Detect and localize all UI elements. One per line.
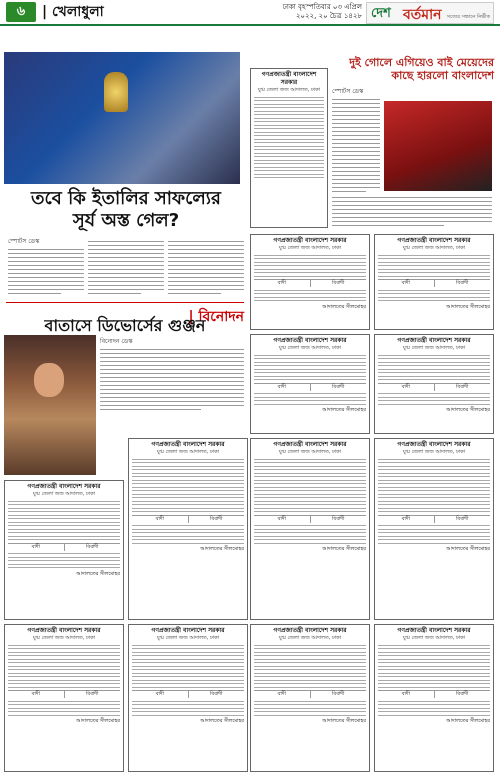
face-shape bbox=[34, 363, 64, 397]
court-notice-13 bbox=[374, 624, 494, 772]
court-notice-5 bbox=[374, 334, 494, 434]
notice-title: গণপ্রজাতন্ত্রী বাংলাদেশ সরকার bbox=[397, 237, 471, 244]
notice-seal: আদালতের সীলমোহর bbox=[76, 570, 120, 577]
notice-court: যুগ্ম জেলা জজ আদালত, ঢাকা bbox=[156, 449, 220, 455]
notice-court: যুগ্ম জেলা জজ আদালত, ঢাকা bbox=[402, 345, 466, 351]
newspaper-logo bbox=[366, 2, 494, 24]
italy-article-col1 bbox=[8, 246, 84, 300]
court-notice-8 bbox=[250, 438, 370, 620]
notice-title: গণপ্রজাতন্ত্রী বাংলাদেশ সরকার bbox=[151, 441, 225, 448]
court-notice-7 bbox=[128, 438, 248, 620]
notice-court: যুগ্ম জেলা জজ আদালত, ঢাকা bbox=[402, 635, 466, 641]
logo-tagline: সত্যের সন্ধানে নির্ভীক bbox=[446, 14, 490, 20]
notice-plaintiff-col: বাদী bbox=[254, 691, 311, 698]
dubai-headline-line2: কাছে হারলো বাংলাদেশ bbox=[391, 69, 494, 82]
notice-plaintiff-col: বাদী bbox=[378, 691, 435, 698]
logo-part2: বর্তমান bbox=[403, 7, 442, 23]
italy-headline bbox=[8, 188, 244, 232]
notice-defendant-col: বিবাদী bbox=[85, 691, 99, 697]
notice-title: গণপ্রজাতন্ত্রী বাংলাদেশ সরকার bbox=[27, 483, 101, 490]
notice-plaintiff-col: বাদী bbox=[254, 280, 311, 287]
notice-title: গণপ্রজাতন্ত্রী বাংলাদেশ সরকার bbox=[397, 627, 471, 634]
court-notice-4 bbox=[250, 334, 370, 434]
notice-defendant-col: বিবাদী bbox=[455, 515, 469, 522]
notice-defendant-col: বিবাদী bbox=[455, 383, 469, 390]
notice-plaintiff-col: বাদী bbox=[378, 384, 435, 391]
logo-part1: দেশ bbox=[371, 6, 391, 21]
notice-court: যুগ্ম জেলা জজ আদালত, ঢাকা bbox=[257, 87, 321, 93]
notice-title: গণপ্রজাতন্ত্রী বাংলাদেশ সরকার bbox=[397, 337, 471, 344]
notice-defendant-col: বিবাদী bbox=[455, 280, 469, 286]
notice-seal: আদালতের সীলমোহর bbox=[446, 303, 490, 310]
notice-seal: আদালতের সীলমোহর bbox=[200, 546, 244, 552]
entertainment-label: | বিনোদন bbox=[188, 309, 244, 325]
notice-defendant-col: বিবাদী bbox=[331, 383, 345, 390]
notice-seal: আদালতের সীলমোহর bbox=[322, 718, 366, 724]
notice-title: গণপ্রজাতন্ত্রী বাংলাদেশ সরকার bbox=[261, 71, 317, 86]
notice-seal: আদালতের সীলমোহর bbox=[76, 718, 120, 724]
court-notice-9 bbox=[374, 438, 494, 620]
notice-defendant-col: বিবাদী bbox=[209, 515, 223, 522]
notice-plaintiff-col: বাদী bbox=[378, 516, 435, 523]
notice-title: গণপ্রজাতন্ত্রী বাংলাদেশ সরকার bbox=[151, 627, 225, 634]
notice-defendant-col: বিবাদী bbox=[455, 691, 469, 697]
notice-defendant-col: বিবাদী bbox=[209, 691, 223, 697]
divorce-byline: বিনোদন ডেস্ক bbox=[100, 338, 133, 345]
notice-title: গণপ্রজাতন্ত্রী বাংলাদেশ সরকার bbox=[273, 337, 347, 344]
notice-seal: আদালতের সীলমোহর bbox=[446, 546, 490, 552]
footballer-photo bbox=[384, 101, 492, 191]
notice-seal: আদালতের সীলমোহর bbox=[322, 546, 366, 552]
notice-court: যুগ্ম জেলা জজ আদালত, ঢাকা bbox=[278, 635, 342, 641]
notice-court: যুগ্ম জেলা জজ আদালত, ঢাকা bbox=[32, 491, 96, 497]
trophy-icon bbox=[104, 72, 128, 112]
section-title: | খেলাধুলা bbox=[42, 4, 104, 20]
notice-seal: আদালতের সীলমোহর bbox=[446, 407, 490, 413]
notice-seal: আদালতের সীলমোহর bbox=[322, 303, 366, 310]
notice-plaintiff-col: বাদী bbox=[254, 516, 311, 523]
court-notice-3 bbox=[374, 234, 494, 330]
notice-plaintiff-col: বাদী bbox=[132, 516, 189, 523]
italy-byline: স্পোর্টস ডেস্ক bbox=[8, 238, 40, 245]
notice-court: যুগ্ম জেলা জজ আদালত, ঢাকা bbox=[402, 449, 466, 455]
court-notice-2 bbox=[250, 234, 370, 330]
notice-plaintiff-col: বাদী bbox=[8, 691, 65, 698]
notice-title: গণপ্রজাতন্ত্রী বাংলাদেশ সরকার bbox=[273, 237, 347, 244]
notice-court: যুগ্ম জেলা জজ আদালত, ঢাকা bbox=[32, 635, 96, 641]
notice-plaintiff-col: বাদী bbox=[254, 384, 311, 391]
italy-headline-line2: সূর্য অস্ত গেল? bbox=[72, 210, 180, 231]
issue-date: ঢাকা বৃহস্পতিবার ০৩ এপ্রিল ২০২২, ২০ চৈত্র ১৪২৮ bbox=[282, 3, 362, 20]
court-notice-1 bbox=[250, 68, 328, 228]
notice-title: গণপ্রজাতন্ত্রী বাংলাদেশ সরকার bbox=[397, 441, 471, 448]
notice-seal: আদালতের সীলমোহর bbox=[200, 718, 244, 724]
court-notice-12 bbox=[250, 624, 370, 772]
notice-court: যুগ্ম জেলা জজ আদালত, ঢাকা bbox=[278, 449, 342, 455]
notice-defendant-col: বিবাদী bbox=[85, 543, 99, 550]
court-notice-10 bbox=[4, 624, 124, 772]
notice-court: যুগ্ম জেলা জজ আদালত, ঢাকা bbox=[402, 245, 466, 251]
notice-title: গণপ্রজাতন্ত্রী বাংলাদেশ সরকার bbox=[27, 627, 101, 634]
notice-seal: আদালতের সীলমোহর bbox=[322, 407, 366, 413]
notice-defendant-col: বিবাদী bbox=[331, 691, 345, 697]
notice-seal: আদালতের সীলমোহর bbox=[446, 718, 490, 724]
notice-title: গণপ্রজাতন্ত্রী বাংলাদেশ সরকার bbox=[273, 441, 347, 448]
notice-court: যুগ্ম জেলা জজ আদালত, ঢাকা bbox=[156, 635, 220, 641]
italy-article-col2 bbox=[88, 238, 164, 300]
dubai-headline-line1: দুই গোলে এগিয়েও বাই মেয়েদের bbox=[349, 56, 494, 69]
page-number: ৬ bbox=[6, 2, 36, 22]
notice-title: গণপ্রজাতন্ত্রী বাংলাদেশ সরকার bbox=[273, 627, 347, 634]
dubai-byline: স্পোর্টস ডেস্ক bbox=[332, 88, 364, 95]
court-notice-6 bbox=[4, 480, 124, 620]
notice-plaintiff-col: বাদী bbox=[8, 544, 65, 551]
divorce-article bbox=[100, 346, 244, 410]
notice-defendant-col: বিবাদী bbox=[331, 515, 345, 522]
court-notice-11 bbox=[128, 624, 248, 772]
notice-plaintiff-col: বাদী bbox=[132, 691, 189, 698]
dubai-article-col1 bbox=[332, 96, 380, 192]
notice-court: যুগ্ম জেলা জজ আদালত, ঢাকা bbox=[278, 345, 342, 351]
italy-headline-line1: তবে কি ইতালির সাফল্যের bbox=[31, 188, 221, 209]
notice-court: যুগ্ম জেলা জজ আদালত, ঢাকা bbox=[278, 245, 342, 251]
dubai-article-bottom bbox=[332, 194, 492, 232]
actress-photo bbox=[4, 335, 96, 475]
notice-defendant-col: বিবাদী bbox=[331, 280, 345, 286]
italy-team-photo bbox=[4, 52, 240, 184]
notice-plaintiff-col: বাদী bbox=[378, 280, 435, 287]
divorce-headline: বাতাসে ডিভোর্সের গুঞ্জন bbox=[44, 316, 206, 335]
italy-article-col3 bbox=[168, 238, 244, 300]
